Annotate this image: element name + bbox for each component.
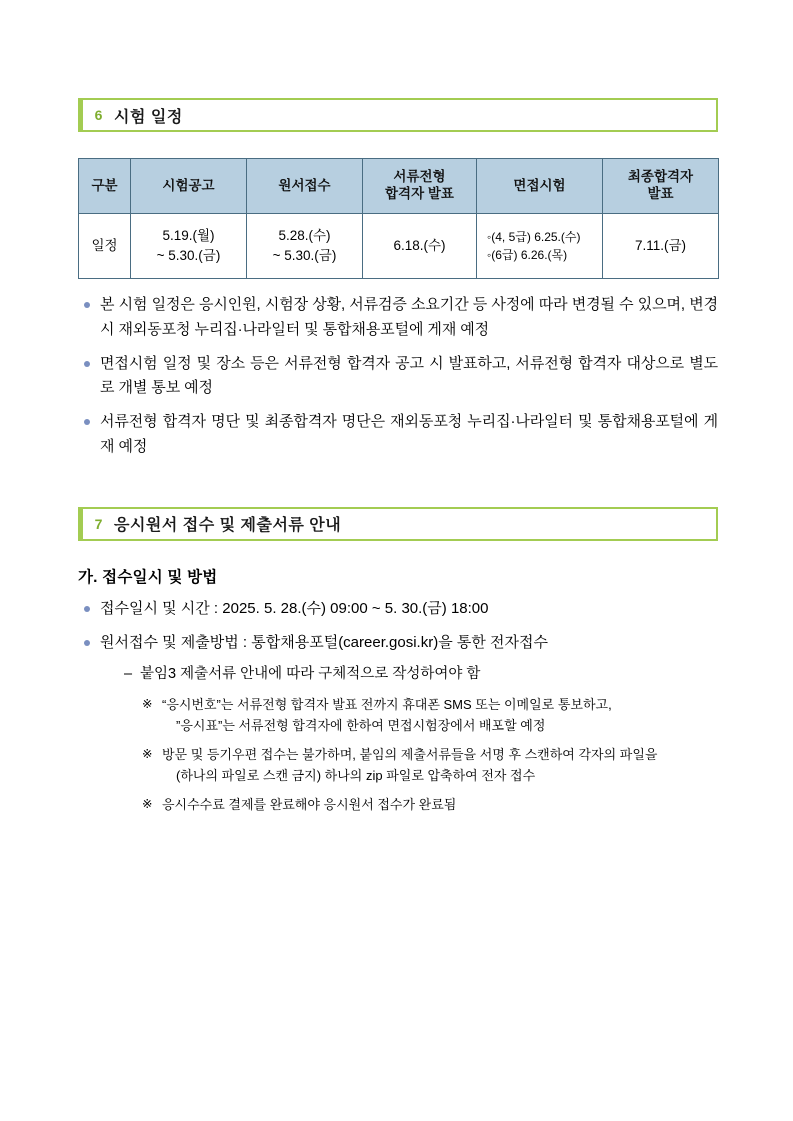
schedule-table	[78, 158, 719, 279]
section-spacer	[78, 469, 718, 507]
note-item: ※ 방문 및 등기우편 접수는 불가하며, 붙임의 제출서류들을 서명 후 스캔하여 각자의 파일을	[100, 745, 718, 765]
notice-date-cell: 5.19.(월) ~ 5.30.(금)	[131, 214, 247, 279]
table-header-cell: 원서접수	[247, 159, 363, 214]
section7-bullet-list	[78, 597, 718, 816]
section-header-6	[78, 98, 718, 132]
list-item: 본 시험 일정은 응시인원, 시험장 상황, 서류검증 소요기간 등 사정에 따라 변경될 수 있으며, 변경시 재외동포청 누리집·나라일터 및 통합채용포털에 게재 예정	[78, 293, 718, 343]
note-item-continuation: (하나의 파일로 스캔 금지) 하나의 zip 파일로 압축하여 전자 접수	[176, 768, 536, 784]
sub-list-item: – 붙임3 제출서류 안내에 따라 구체적으로 작성하여야 함	[100, 663, 718, 686]
table-header-cell: 서류전형 합격자 발표	[363, 159, 477, 214]
note-item: ※ “응시번호”는 서류전형 합격자 발표 전까지 휴대폰 SMS 또는 이메일로 통보하고,	[100, 695, 718, 715]
table-header-cell: 시험공고	[131, 159, 247, 214]
table-header-row	[79, 159, 719, 214]
document-content	[78, 98, 718, 825]
section-number-7: 7	[94, 515, 103, 532]
section-number-6: 6	[94, 107, 103, 123]
subsection-heading: 가. 접수일시 및 방법	[78, 568, 218, 586]
table-header-cell: 면접시험	[477, 159, 603, 214]
section-header-7	[78, 507, 718, 541]
interview-date-cell: ◦(4, 5급) 6.25.(수) ◦(6급) 6.26.(목)	[477, 214, 603, 279]
list-item: 면접시험 일정 및 장소 등은 서류전형 합격자 공고 시 발표하고, 서류전형 합격자 대상으로 별도로 개별 통보 예정	[78, 352, 718, 402]
note-item-continuation: ”응시표”는 서류전형 합격자에 한하여 면접시험장에서 배포할 예정	[176, 717, 546, 733]
final-result-date-cell: 7.11.(금)	[603, 214, 719, 279]
list-item-text: 원서접수 및 제출방법 : 통합채용포털(career.gosi.kr)을 통한 전자접수	[100, 633, 548, 651]
section-title-6: 시험 일정	[114, 108, 183, 126]
section6-bullet-list	[78, 293, 718, 460]
document-result-date-cell: 6.18.(수)	[363, 214, 477, 279]
application-date-cell: 5.28.(수) ~ 5.30.(금)	[247, 214, 363, 279]
list-item: 서류전형 합격자 명단 및 최종합격자 명단은 재외동포청 누리집·나라일터 및 통합채용포털에 게재 예정	[78, 410, 718, 460]
note-item: ※ 응시수수료 결제를 완료해야 응시원서 접수가 완료됨	[100, 795, 718, 815]
list-item	[78, 631, 718, 816]
list-item: 접수일시 및 시간 : 2025. 5. 28.(수) 09:00 ~ 5. 30.(금) 18:00	[78, 597, 718, 621]
table-header-cell: 구분	[79, 159, 131, 214]
table-header-cell: 최종합격자 발표	[603, 159, 719, 214]
table-row	[79, 214, 719, 279]
row-label-cell: 일정	[79, 214, 131, 279]
section-title-7: 응시원서 접수 및 제출서류 안내	[114, 517, 342, 534]
